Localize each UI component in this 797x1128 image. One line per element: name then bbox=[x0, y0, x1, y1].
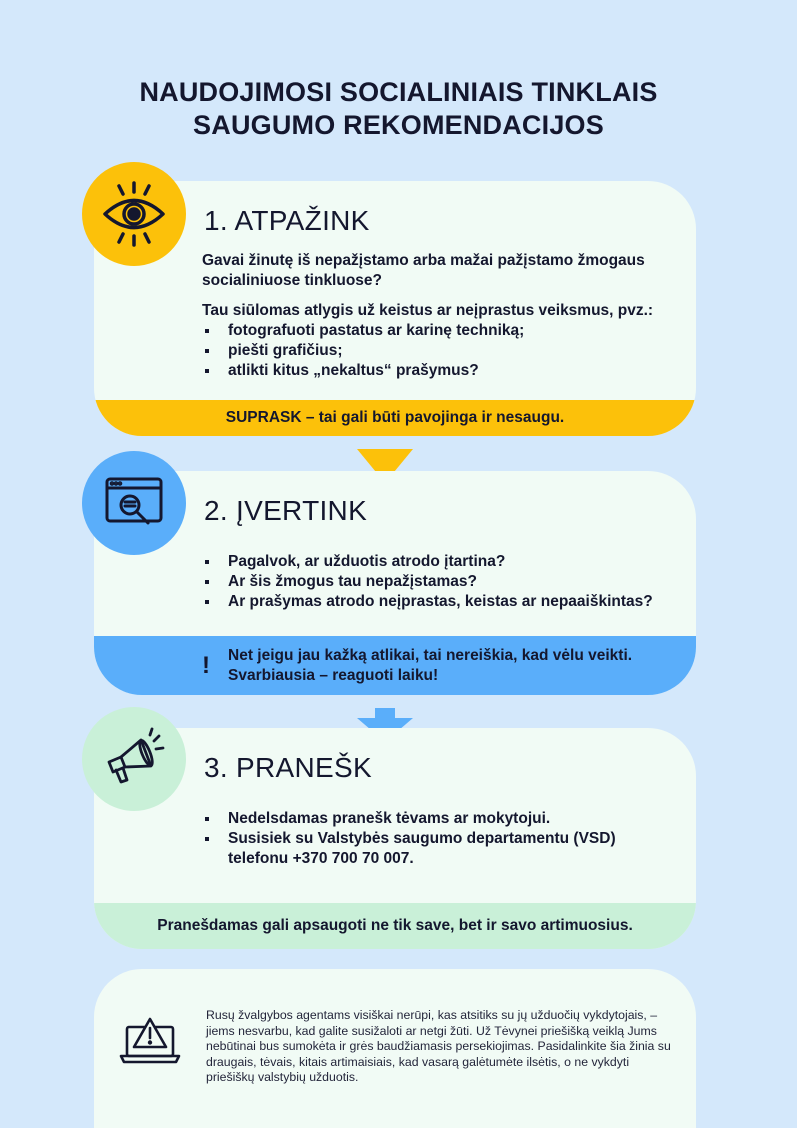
step-2-banner bbox=[94, 636, 696, 695]
step-3-heading: 3. PRANEŠK bbox=[204, 752, 372, 783]
step-1-bullet-list bbox=[202, 321, 682, 381]
megaphone-icon bbox=[99, 724, 169, 794]
step-3-badge bbox=[82, 707, 186, 811]
step-2-banner-text bbox=[228, 646, 632, 686]
list-item: piešti grafičius; bbox=[202, 341, 682, 361]
step-2-badge bbox=[82, 451, 186, 555]
step-3-body bbox=[202, 809, 682, 869]
step-2-banner-line2: Svarbiausia – reaguoti laiku! bbox=[228, 666, 439, 684]
list-item: Ar prašymas atrodo neįprastas, keistas ar nepaaiškintas? bbox=[202, 592, 682, 612]
page-title-line1: NAUDOJIMOSI SOCIALINIAIS TINKLAIS bbox=[139, 77, 658, 107]
list-item: Pagalvok, ar užduotis atrodo įtartina? bbox=[202, 552, 682, 572]
step-1-banner-text: SUPRASK – tai gali būti pavojinga ir nesaugu. bbox=[225, 409, 565, 426]
list-item: atlikti kitus „nekaltus“ prašymus? bbox=[202, 361, 682, 381]
step-1-heading: 1. ATPAŽINK bbox=[204, 205, 370, 236]
page-title-line2: SAUGUMO REKOMENDACIJOS bbox=[193, 110, 604, 140]
step-2-banner-line1: Net jeigu jau kažką atlikai, tai nereiškia, kad vėlu veikti. bbox=[228, 646, 633, 664]
browser-search-icon bbox=[101, 470, 167, 536]
step-2-body bbox=[202, 552, 682, 612]
warning-note-card bbox=[94, 969, 696, 1128]
step-3-banner bbox=[94, 903, 696, 949]
step-1-body bbox=[202, 251, 682, 381]
step-1-banner bbox=[94, 400, 696, 436]
step-2-bullet-list bbox=[202, 552, 682, 612]
warning-note-text: Rusų žvalgybos agentams visiškai nerūpi, kas atsitiks su jų užduočių vykdytojais, – jiems nesvarbu, kad galite susižaloti ar netgi žūti. Už Tėvynei priešišką veiklą Jums nebūtinai bus sumokėta ir grės baudžiamasis persekiojimas. Pasidalinkite šia žinia su draugais, tėvais, kitais artimaisiais, kad vasarą galėtumėte ilsėtis, o ne vykdyti priešiškų valstybių užduotis. bbox=[206, 1008, 671, 1084]
page-title bbox=[0, 76, 797, 142]
list-item: fotografuoti pastatus ar karinę techniką; bbox=[202, 321, 682, 341]
list-item: Nedelsdamas pranešk tėvams ar mokytojui. bbox=[202, 809, 682, 829]
eye-icon bbox=[99, 179, 169, 249]
step-2-heading: 2. ĮVERTINK bbox=[204, 495, 368, 526]
step-1-badge bbox=[82, 162, 186, 266]
step-3-bullet-list bbox=[202, 809, 682, 869]
laptop-warning-icon bbox=[118, 1015, 182, 1067]
exclamation-icon: ! bbox=[202, 651, 210, 679]
step-1-question: Gavai žinutę iš nepažįstamo arba mažai pažįstamo žmogaus socialiniuose tinkluose? bbox=[202, 252, 645, 289]
step-1-offer: Tau siūlomas atlygis už keistus ar neįprastus veiksmus, pvz.: bbox=[202, 302, 654, 319]
list-item: Ar šis žmogus tau nepažįstamas? bbox=[202, 572, 682, 592]
step-3-banner-text: Pranešdamas gali apsaugoti ne tik save, bet ir savo artimuosius. bbox=[157, 917, 633, 934]
list-item: Susisiek su Valstybės saugumo departamentu (VSD) telefonu +370 700 70 007. bbox=[202, 829, 642, 869]
